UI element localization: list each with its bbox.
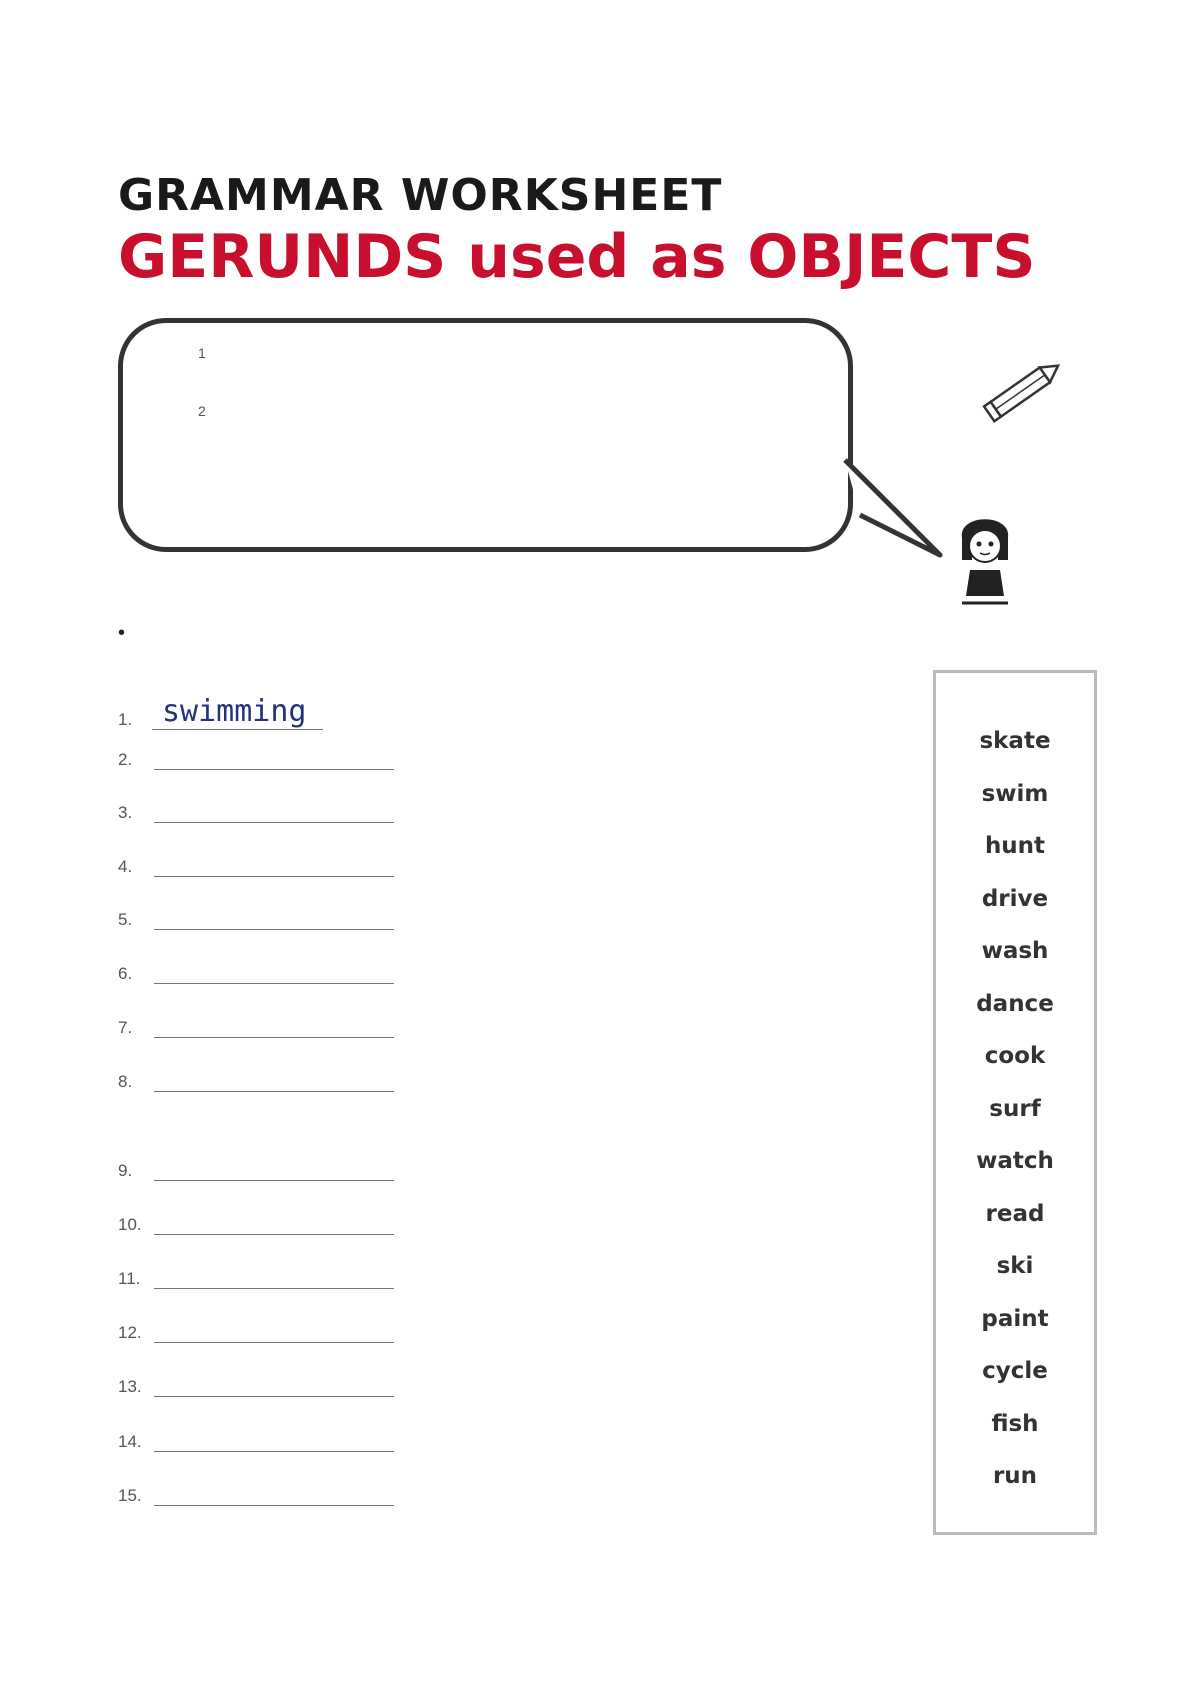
word-bank-item: run — [992, 1463, 1038, 1489]
answer-blank[interactable] — [154, 1270, 394, 1289]
question-6: 6. — [118, 964, 402, 984]
speech-bubble-tail — [840, 455, 950, 565]
question-15: 15. — [118, 1486, 402, 1506]
tip-number: 1 — [198, 345, 206, 361]
word-bank-item: wash — [981, 938, 1049, 964]
word-bank — [933, 670, 1097, 1535]
question-1: 1. swimming — [118, 695, 329, 730]
question-4: 4. — [118, 857, 402, 877]
question-8: 8. — [118, 1072, 402, 1092]
question-7: 7. — [118, 1018, 402, 1038]
word-bank-item: cook — [984, 1043, 1046, 1069]
word-bank-item: read — [985, 1201, 1045, 1227]
word-bank-item: ski — [996, 1253, 1034, 1279]
question-5: 5. — [118, 910, 402, 930]
answer-blank[interactable] — [154, 1216, 394, 1235]
answer-blank[interactable] — [154, 751, 394, 770]
question-11: 11. — [118, 1269, 402, 1289]
answer-blank[interactable] — [154, 1019, 394, 1038]
worksheet-subtitle: GERUNDS used as OBJECTS — [118, 222, 1036, 292]
question-3: 3. — [118, 803, 402, 823]
answer-blank[interactable] — [154, 858, 394, 877]
answer-blank[interactable] — [154, 965, 394, 984]
word-bank-item: watch — [976, 1148, 1054, 1174]
girl-character-icon — [950, 508, 1020, 608]
word-bank-item: drive — [981, 886, 1049, 912]
word-bank-item: swim — [981, 781, 1049, 807]
answer-blank[interactable] — [154, 1433, 394, 1452]
answer-blank[interactable] — [154, 911, 394, 930]
pencil-icon — [980, 355, 1070, 425]
question-9: 9. — [118, 1161, 402, 1181]
answer-blank[interactable] — [154, 1487, 394, 1506]
question-10: 10. — [118, 1215, 402, 1235]
answer-blank[interactable] — [154, 1162, 394, 1181]
word-bank-item: dance — [976, 991, 1054, 1017]
word-bank-item: cycle — [982, 1358, 1048, 1384]
answer-blank[interactable] — [154, 1378, 394, 1397]
answer-blank[interactable] — [154, 1324, 394, 1343]
word-bank-item: paint — [981, 1306, 1049, 1332]
speech-bubble — [118, 318, 853, 552]
word-bank-item: surf — [989, 1096, 1041, 1122]
answer-field[interactable]: swimming — [152, 695, 323, 730]
tip-number: 2 — [198, 403, 206, 419]
word-bank-item: skate — [979, 728, 1051, 754]
bullet-icon: • — [118, 622, 126, 644]
question-14: 14. — [118, 1432, 402, 1452]
question-12: 12. — [118, 1323, 402, 1343]
answer-blank[interactable] — [154, 804, 394, 823]
instruction-line — [118, 622, 158, 645]
question-2: 2. — [118, 750, 402, 770]
worksheet-title: GRAMMAR WORKSHEET — [118, 170, 723, 221]
answer-blank[interactable] — [154, 1073, 394, 1092]
question-13: 13. — [118, 1377, 402, 1397]
word-bank-item: hunt — [984, 833, 1046, 859]
word-bank-item: fish — [991, 1411, 1039, 1437]
